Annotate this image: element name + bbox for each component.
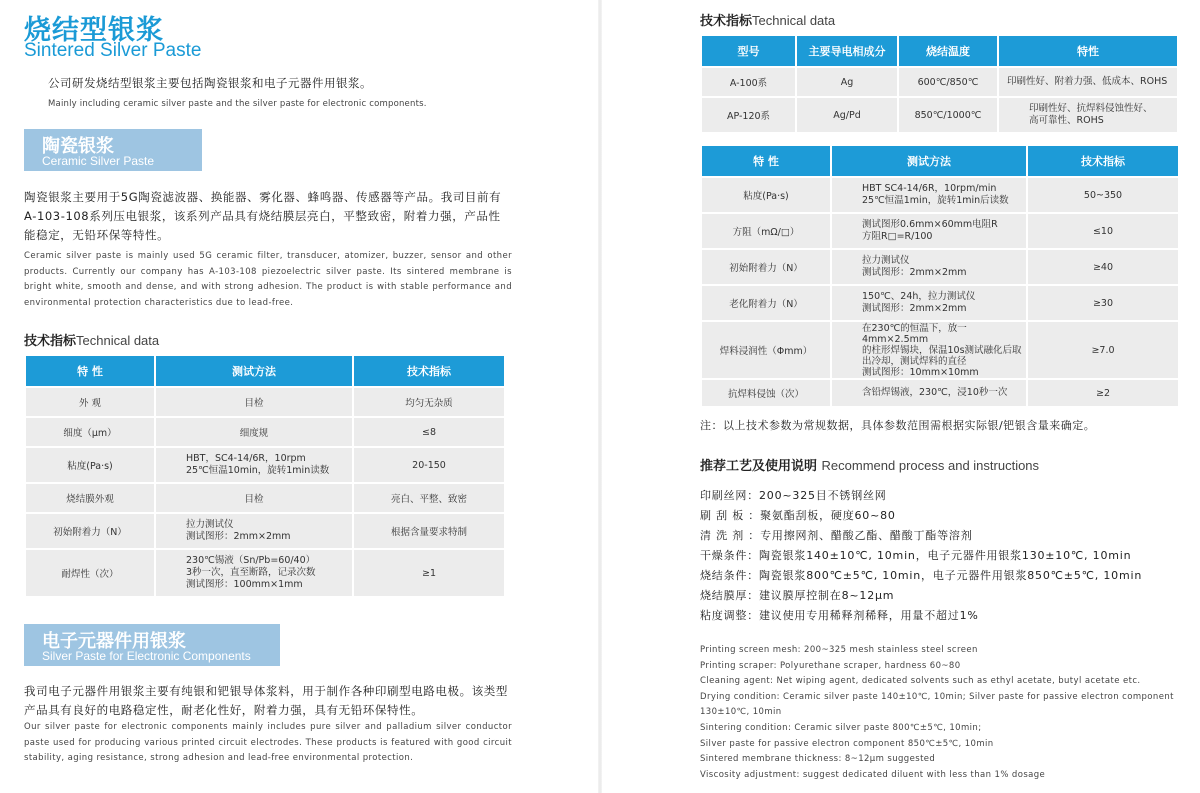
page-title: 烧结型银浆 [24,15,164,46]
footnote: 注：以上技术参数为常规数据，具体参数范围需根据实际银/钯银含量来确定。 [700,419,1096,432]
ceramic-tech-table [24,354,506,598]
table-row [26,550,504,596]
electronic-banner-title: 电子元器件用银浆 [42,631,186,652]
table-cell-temperature: 850℃/1000℃ [899,98,997,132]
method-line: 的柱形焊锡块，保温10s测试融化后取 [862,344,1022,356]
table-cell-property: 焊料浸润性（Φmm） [702,322,830,378]
table-row [702,68,1177,96]
list-item: 烧结膜厚：建议膜厚控制在8~12μm [700,589,895,602]
table-cell-property: 粘度(Pa·s) [702,178,830,212]
table-row [702,380,1178,406]
recommend-list-en [700,643,1174,783]
list-item: 刷 刮 板 ：聚氨酯刮板，硬度60~80 [700,509,896,522]
method-line: HBT SC4-14/6R，10rpm/min [862,183,997,194]
feature-line: 印刷性好、附着力强、低成本、ROHS [1007,76,1168,87]
table-cell-temperature: 600℃/850℃ [899,68,997,96]
table-cell-spec: 50~350 [1028,178,1178,212]
list-item: Drying condition: Ceramic silver paste 140±10℃, 10min; Silver paste for passive electron component [700,691,1174,702]
list-item: 粘度调整：建议使用专用稀释剂稀释，用量不超过1% [700,609,979,622]
list-item: Viscosity adjustment: suggest dedicated diluent with less than 1% dosage [700,769,1046,780]
tech-data-heading-right [700,10,835,29]
table-row [26,514,504,548]
ceramic-banner-title: 陶瓷银浆 [42,136,114,157]
method-line: 拉力测试仪 [862,255,910,266]
method-line: 在230℃的恒温下，放一4mm×2.5mm [862,322,967,345]
column-header: 特 性 [702,146,830,176]
table-cell-spec: 根据含量要求特制 [354,514,504,548]
column-header: 主要导电相成分 [797,36,897,66]
intro-text: 公司研发烧结型银浆主要包括陶瓷银浆和电子元器件用银浆。 [48,76,372,90]
method-line: 25℃恒温10min，旋转1min读数 [186,465,330,476]
table-row [702,322,1178,378]
list-item: Sintering condition: Ceramic silver paste 800℃±5℃, 10min; [700,722,982,733]
page-title-en: Sintered Silver Paste [24,40,202,61]
table-row [702,98,1177,132]
recommend-heading [700,455,1039,474]
column-header: 测试方法 [832,146,1026,176]
method-line: 测试图形0.6mm×60mm电阻R [862,219,998,230]
method-line: 测试图形：2mm×2mm [862,267,967,278]
list-item: Cleaning agent: Net wiping agent, dedicated solvents such as ethyl acetate, butyl acetate etc. [700,676,1141,687]
method-line: 方阻R□=R/100 [862,231,933,242]
table-cell-method [832,214,1026,248]
table-cell-spec: ≥2 [1028,380,1178,406]
table-cell-property: 方阻（mΩ/□） [702,214,830,248]
table-cell-method [156,514,352,548]
table-row [702,214,1178,248]
table-cell-spec: ≥30 [1028,286,1178,320]
table-cell-method [832,322,1026,378]
table-cell-spec: 亮白、平整、致密 [354,484,504,512]
table-cell-spec: 20-150 [354,448,504,482]
list-item: 干燥条件：陶瓷银浆140±10℃, 10min，电子元器件用银浆130±10℃, 10min [700,549,1132,562]
table-cell-method [832,250,1026,284]
table-cell-property: 抗焊料侵蚀（次） [702,380,830,406]
page-gutter [598,0,602,793]
column-header: 特性 [999,36,1177,66]
table-cell-composition: Ag/Pd [797,98,897,132]
table-header-row [26,356,504,386]
method-line: 含铅焊锡液，230℃，浸10秒一次 [862,387,1008,398]
table-cell-feature [999,68,1177,96]
list-item: Printing screen mesh: 200~325 mesh stainless steel screen [700,645,978,655]
table-cell-method [156,550,352,596]
recommend-heading-en: Recommend process and instructions [821,458,1040,473]
tech-data-heading-cn: 技术指标 [24,334,77,349]
table-cell-spec: ≥1 [354,550,504,596]
tech-data-heading-en: Technical data [76,333,160,348]
table-row [26,448,504,482]
intro-text-en: Mainly including ceramic silver paste and the silver paste for electronic components. [48,99,427,109]
table-cell-spec: ≥7.0 [1028,322,1178,378]
table-cell-property: 外 观 [26,388,154,416]
properties-table [700,144,1180,408]
list-item: 烧结条件：陶瓷银浆800℃±5℃, 10min，电子元器件用银浆850℃±5℃, 10min [700,569,1143,582]
list-item: 130±10℃, 10min [700,707,782,718]
recommend-heading-cn: 推荐工艺及使用说明 [700,459,818,474]
column-header: 特 性 [26,356,154,386]
tech-data-heading-right-cn: 技术指标 [700,14,753,29]
ceramic-description-en: Ceramic silver paste is mainly used 5G ceramic filter, transducer, atomizer, buzzer, sensor and other products. Currently our company has A-103-108 piezoelectric silver paste. Its sintered membrane is bright white, smooth and dense, and with strong adhesion. The product is with stable performance and environmental protection characteristics due to lead-free. [24,251,512,308]
method-line: HBT，SC4-14/6R，10rpm [186,453,306,464]
table-row [26,484,504,512]
table-cell-spec: ≤8 [354,418,504,446]
table-cell-property: 粘度(Pa·s) [26,448,154,482]
electronic-banner-title-en: Silver Paste for Electronic Components [42,649,251,663]
table-cell-model: AP-120系 [702,98,795,132]
table-cell-method [832,380,1026,406]
method-line: 测试图形：2mm×2mm [186,531,291,542]
list-item: 清 洗 剂 ：专用擦网剂、醋酸乙酯、醋酸丁酯等溶剂 [700,529,973,542]
table-header-row [702,36,1177,66]
column-header: 技术指标 [1028,146,1178,176]
list-item: Sintered membrane thickness: 8~12μm suggested [700,754,936,765]
table-row [26,388,504,416]
table-cell-spec: ≥40 [1028,250,1178,284]
electronic-section-banner [24,624,280,666]
feature-line: 高可靠性、ROHS [1029,115,1104,126]
method-line: 150℃、24h，拉力测试仪 [862,291,976,302]
ceramic-banner-title-en: Ceramic Silver Paste [42,154,155,168]
list-item: Silver paste for passive electron component 850℃±5℃, 10min [700,738,994,749]
column-header: 技术指标 [354,356,504,386]
column-header: 测试方法 [156,356,352,386]
table-header-row [702,146,1178,176]
ceramic-section-banner [24,129,202,171]
method-line: 测试图形：100mm×1mm [186,579,303,590]
ceramic-description: 陶瓷银浆主要用于5G陶瓷滤波器、换能器、雾化器、蜂鸣器、传感器等产品。我司目前有A-103-108系列压电银浆，该系列产品具有烧结膜层亮白，平整致密，附着力强，产品性能稳定，无铅环保等特性。 [24,190,502,242]
table-cell-property: 耐焊性（次） [26,550,154,596]
table-row [702,286,1178,320]
table-cell-model: A-100系 [702,68,795,96]
table-row [702,178,1178,212]
table-cell-property: 烧结膜外观 [26,484,154,512]
table-row [26,418,504,446]
table-row [702,250,1178,284]
models-table [700,34,1179,134]
list-item: 印刷丝网：200~325目不锈钢丝网 [700,489,887,502]
table-cell-property: 细度（μm） [26,418,154,446]
method-line: 230℃锡液（Sn/Pb=60/40） [186,555,316,566]
feature-line: 印刷性好、抗焊料侵蚀性好、 [1029,103,1153,114]
method-line: 出冷却，测试焊料的直径 [862,355,967,367]
table-cell-spec: 均匀无杂质 [354,388,504,416]
table-cell-method: 目检 [156,388,352,416]
list-item: Printing scraper: Polyurethane scraper, hardness 60~80 [700,660,961,671]
table-cell-method [832,178,1026,212]
table-cell-composition: Ag [797,68,897,96]
method-line: 拉力测试仪 [186,519,234,530]
electronic-description-en: Our silver paste for electronic components mainly includes pure silver and palladium silver conductor paste used for producing various printed circuit electrodes. These products is featured with good circuit stability, aging resistance, strong adhesion and lead-free environmental protection. [24,722,512,763]
table-cell-spec: ≤10 [1028,214,1178,248]
table-cell-method: 细度规 [156,418,352,446]
method-line: 25℃恒温1min，旋转1min后读数 [862,195,1009,206]
method-line: 3秒一次，直至断路，记录次数 [186,567,316,578]
table-cell-property: 初始附着力（N） [26,514,154,548]
table-cell-method: 目检 [156,484,352,512]
method-line: 测试图形：10mm×10mm [862,366,979,378]
tech-data-heading-right-en: Technical data [752,13,836,28]
tech-data-heading [24,330,159,349]
electronic-description: 我司电子元器件用银浆主要有纯银和钯银导体浆料，用于制作各种印刷型电路电极。该类型产品具有良好的电路稳定性，耐老化性好，附着力强，具有无铅环保特性。 [24,684,508,717]
recommend-list [700,486,1142,626]
table-cell-method [832,286,1026,320]
method-line: 测试图形：2mm×2mm [862,303,967,314]
table-cell-property: 初始附着力（N） [702,250,830,284]
column-header: 烧结温度 [899,36,997,66]
column-header: 型号 [702,36,795,66]
table-cell-feature [999,98,1177,132]
table-cell-method [156,448,352,482]
table-cell-property: 老化附着力（N） [702,286,830,320]
